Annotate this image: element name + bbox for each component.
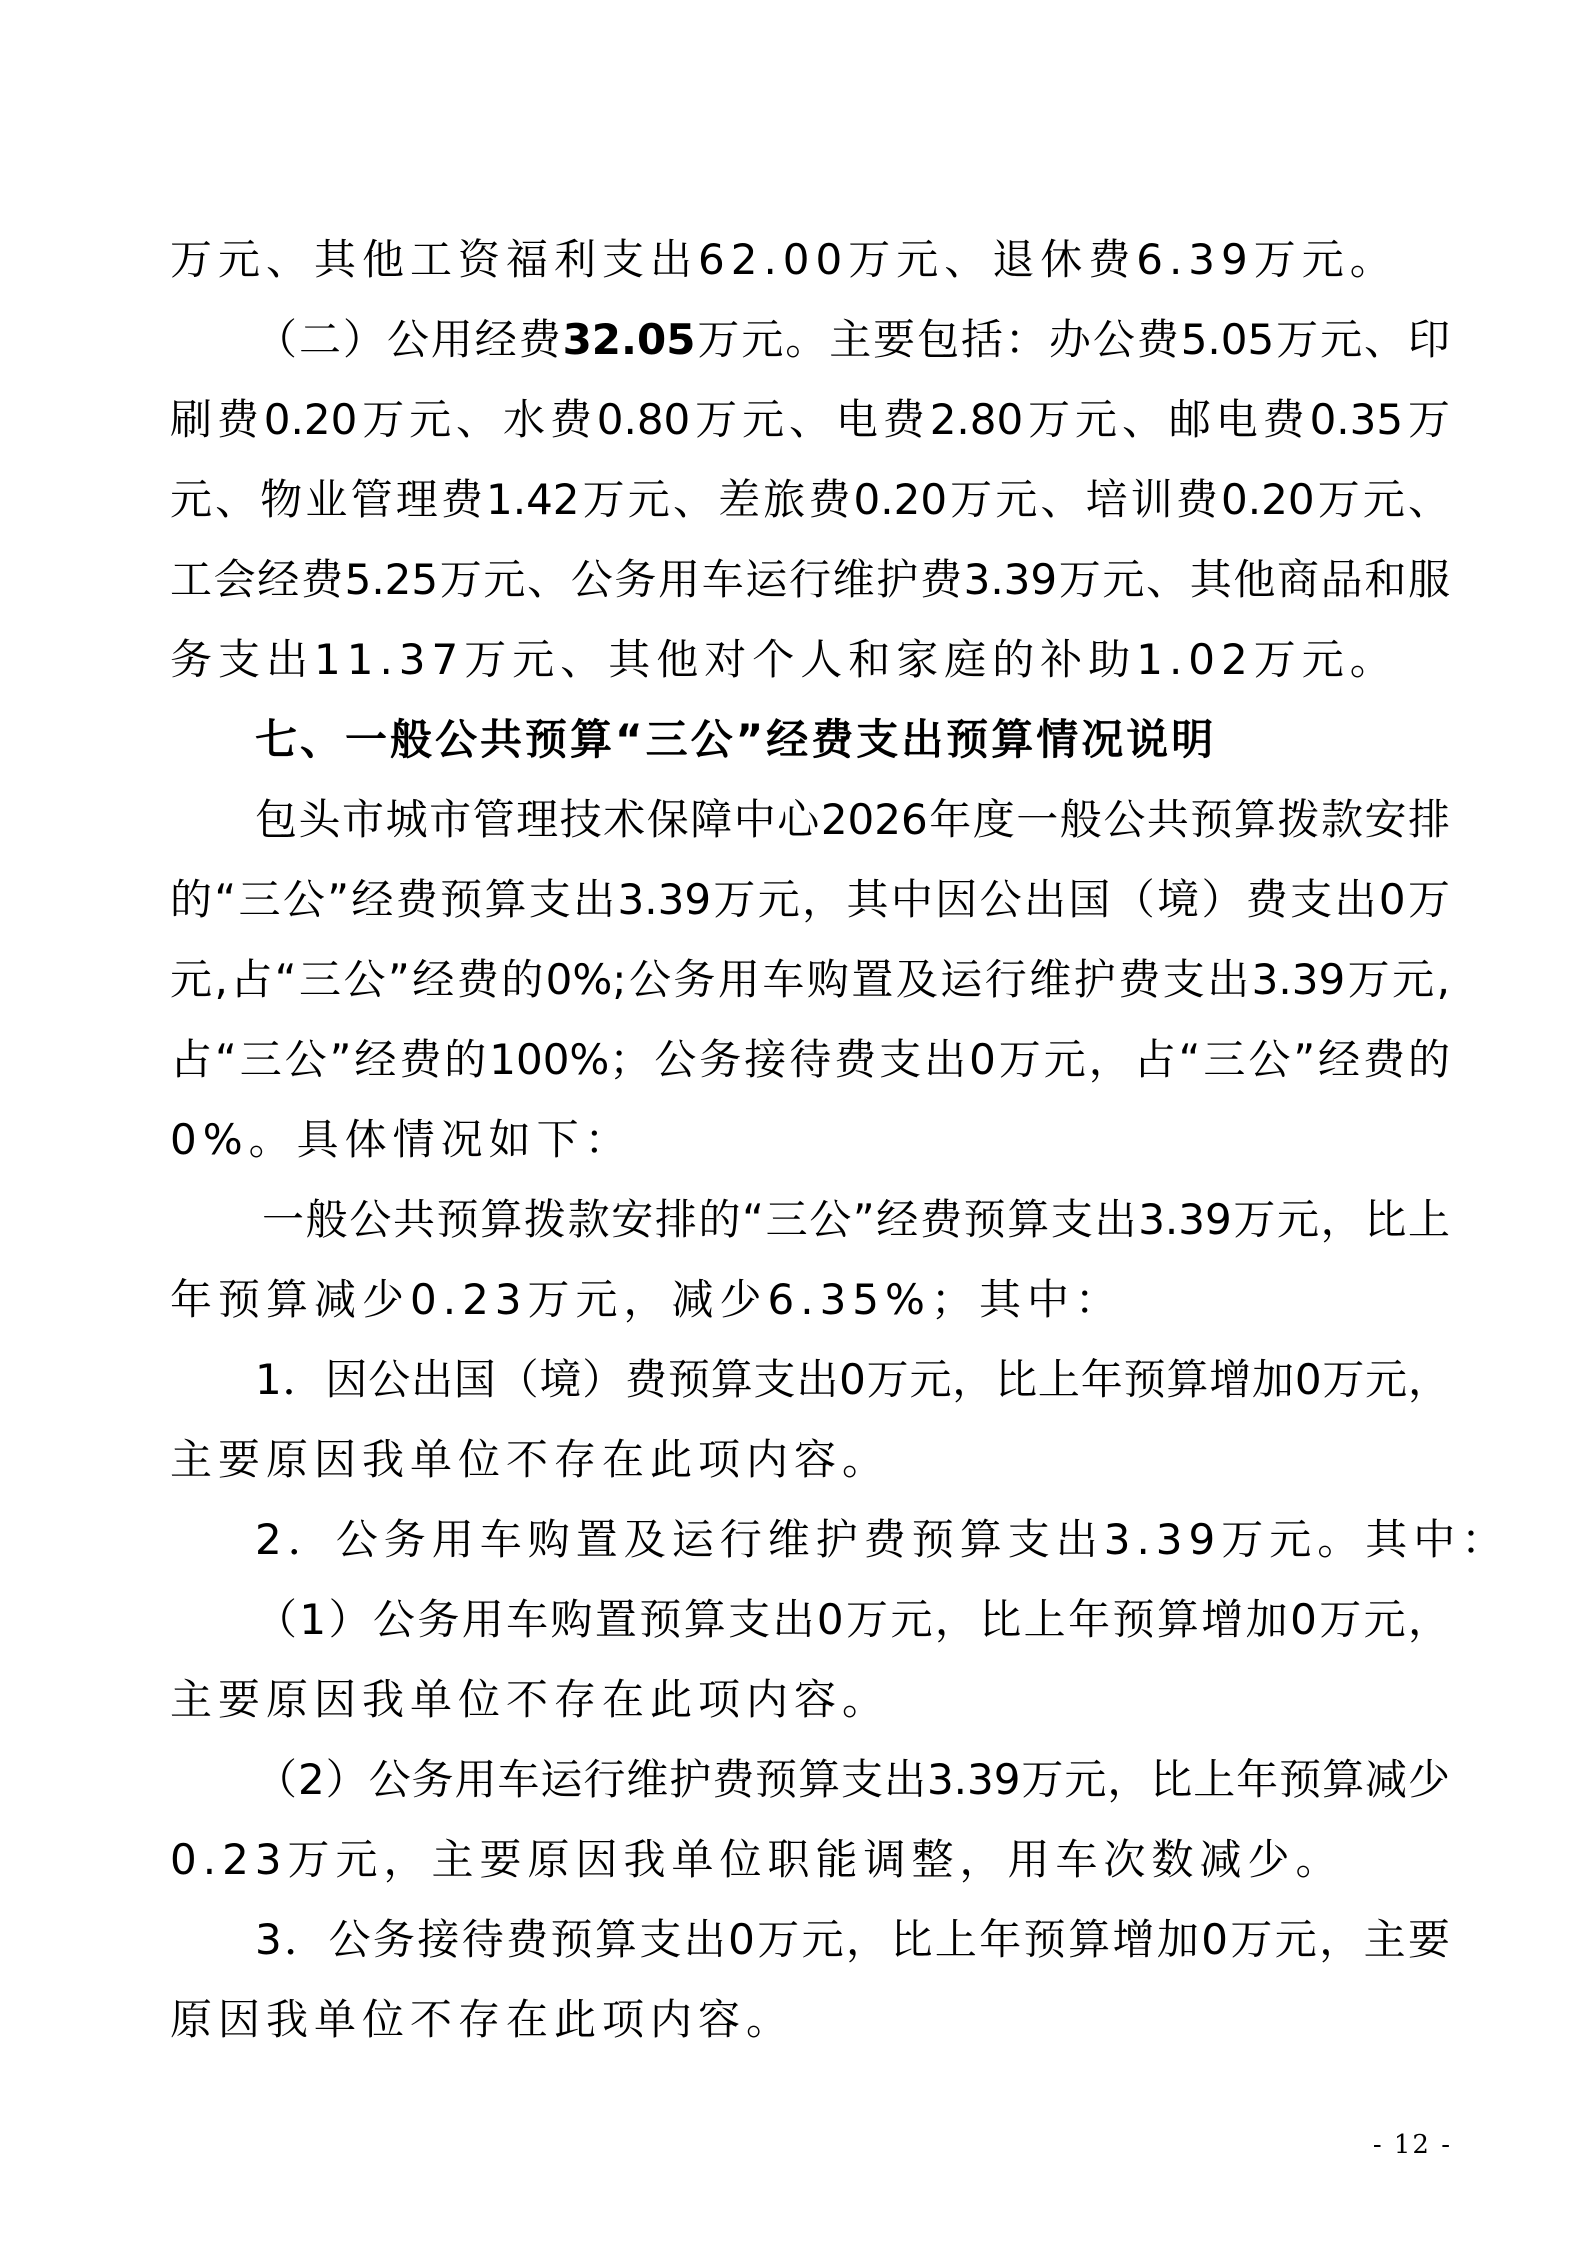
text-line-21: 0.23万元，主要原因我单位职能调整，用车次数减少。 — [170, 1835, 1344, 1884]
text-line-13: 一般公共预算拨款安排的“三公”经费预算支出3.39万元，比上 — [262, 1195, 1450, 1244]
text-line-11: 占“三公”经费的100%；公务接待费支出0万元，占“三公”经费的 — [170, 1035, 1450, 1084]
text-line-18: （1）公务用车购置预算支出0万元，比上年预算增加0万元， — [255, 1595, 1450, 1644]
section-heading-three-public-funds: 七、一般公共预算“三公”经费支出预算情况说明 — [255, 715, 1217, 764]
text-line-3: 刷费0.20万元、水费0.80万元、电费2.80万元、邮电费0.35万 — [170, 395, 1450, 444]
text-line-6: 务支出11.37万元、其他对个人和家庭的补助1.02万元。 — [170, 635, 1398, 684]
section-label-public-funds: （二）公用经费 — [255, 315, 563, 364]
text-line-12: 0%。具体情况如下： — [170, 1115, 633, 1164]
text-line-5: 工会经费5.25万元、公务用车运行维护费3.39万元、其他商品和服 — [170, 555, 1450, 604]
text-line-16: 主要原因我单位不存在此项内容。 — [170, 1435, 891, 1484]
text-line-22: 3．公务接待费预算支出0万元，比上年预算增加0万元，主要 — [255, 1915, 1450, 1964]
page-number: - 12 - — [1372, 2130, 1452, 2160]
text-line-9: 的“三公”经费预算支出3.39万元，其中因公出国（境）费支出0万 — [170, 875, 1450, 924]
text-line-15: 1．因公出国（境）费预算支出0万元，比上年预算增加0万元， — [255, 1355, 1450, 1404]
text-line-19: 主要原因我单位不存在此项内容。 — [170, 1675, 891, 1724]
text-line-4: 元、物业管理费1.42万元、差旅费0.20万元、培训费0.20万元、 — [170, 475, 1450, 524]
text-line-8: 包头市城市管理技术保障中心2026年度一般公共预算拨款安排 — [255, 795, 1450, 844]
text-line-1: 万元、其他工资福利支出62.00万元、退休费6.39万元。 — [170, 235, 1398, 284]
text-line-17: 2．公务用车购置及运行维护费预算支出3.39万元。其中： — [255, 1515, 1510, 1564]
text-line-23: 原因我单位不存在此项内容。 — [170, 1995, 795, 2044]
text-line-14: 年预算减少0.23万元，减少6.35%；其中： — [170, 1275, 1123, 1324]
public-funds-amount: 32.05 — [562, 315, 696, 364]
text-line-20: （2）公务用车运行维护费预算支出3.39万元，比上年预算减少 — [255, 1755, 1450, 1804]
text-line-2 — [255, 310, 1450, 370]
text-line-10: 元,占“三公”经费的0%;公务用车购置及运行维护费支出3.39万元, — [170, 955, 1450, 1004]
public-funds-detail: 万元。主要包括：办公费5.05万元、印 — [695, 315, 1450, 364]
